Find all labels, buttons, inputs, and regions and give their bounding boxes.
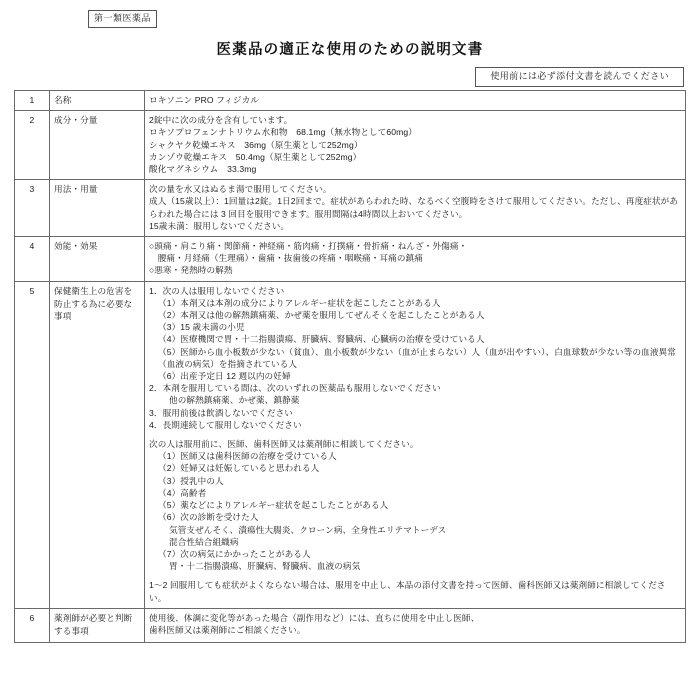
row-body — [145, 180, 686, 237]
body-block-18: （6）次の診断を受けた人 — [158, 512, 259, 523]
notice-box: 使用前には必ず添付文書を読んでください — [475, 67, 684, 87]
body-line: 歯科医師又は薬剤師にご相談ください。 — [149, 624, 306, 635]
body-line: ○悪寒・発熱時の解熱 — [149, 265, 233, 276]
body-block-9: 3．服用前後は飲酒しないでください — [149, 407, 293, 418]
body-block-3: （3）15 歳未満の小児 — [158, 322, 245, 333]
body-block-20: 混合性結合組織病 — [169, 536, 239, 547]
body-block-10: 4．長期連続して服用しないでください — [149, 419, 302, 430]
body-block-6: （6）出産予定日 12 週以内の妊婦 — [158, 371, 291, 382]
body-line: 酸化マグネシウム 33.3mg — [149, 164, 257, 175]
row-body — [145, 111, 686, 180]
body-block-14: （2）妊婦又は妊娠していると思われる人 — [158, 463, 320, 474]
body-line: 2錠中に次の成分を含有しています。 — [149, 115, 293, 126]
table-row — [15, 180, 686, 237]
row-label: 名称 — [50, 91, 145, 111]
row-body — [145, 281, 686, 608]
body-block-7: 2．本剤を服用している間は、次のいずれの医薬品も服用しないでください — [149, 383, 441, 394]
table-row — [15, 91, 686, 111]
row-label — [50, 281, 145, 608]
page-title: 医薬品の適正な使用のための説明文書 — [216, 42, 484, 58]
row-label — [50, 608, 145, 642]
body-line: シャクヤク乾燥エキス 36mg（原生薬として252mg） — [149, 139, 363, 150]
category-tag: 第一類医薬品 — [88, 10, 157, 28]
row-body — [145, 91, 686, 111]
table-row — [15, 608, 686, 642]
table-row — [15, 111, 686, 180]
row-body — [145, 237, 686, 282]
table-row — [15, 281, 686, 608]
row-label: 成分・分量 — [50, 111, 145, 180]
row-label: 用法・用量 — [50, 180, 145, 237]
row-number: 3 — [15, 180, 50, 237]
body-block-2: （2）本剤又は他の解熱鎮痛薬、かぜ薬を服用してぜんそくを起こしたことがある人 — [158, 310, 485, 321]
body-line: カンゾウ乾燥エキス 50.4mg（原生薬として252mg） — [149, 151, 362, 162]
body-line: 15歳未満：服用しないでください。 — [149, 220, 290, 231]
body-block-19: 気管支ぜんそく、潰瘍性大腸炎、クローン病、全身性エリテマトーデス — [169, 524, 447, 535]
row-label-text: 薬剤師が必要と判断する事項 — [54, 612, 133, 636]
body-block-4: （4）医療機関で胃・十二指腸潰瘍、肝臓病、腎臓病、心臓病の治療を受けている人 — [158, 334, 485, 345]
body-line: 使用後、体調に変化等があった場合（副作用など）には、直ちに使用を中止し医師、 — [149, 612, 480, 623]
row-label-text: 保健衛生上の危害を防止する為に必要な事項 — [54, 285, 133, 322]
information-table — [14, 90, 686, 643]
body-spacer — [149, 431, 681, 438]
row-body — [145, 608, 686, 642]
body-block-15: （3）授乳中の人 — [158, 475, 224, 486]
body-block-17: （5）薬などによりアレルギー症状を起こしたことがある人 — [158, 500, 389, 511]
body-block-16: （4）高齢者 — [158, 487, 207, 498]
body-line: ロキソプロフェンナトリウム水和物 68.1mg（無水物として60mg） — [149, 127, 417, 138]
row-label: 効能・効果 — [50, 237, 145, 282]
category-tag-row — [14, 8, 686, 28]
body-line: 腰痛・月経痛（生理痛）・歯痛・抜歯後の疼痛・咽喉痛・耳痛の鎮痛 — [149, 253, 423, 264]
body-line: 成人（15歳以上）：1回量は2錠。1日2回まで。症状があらわれた時、なるべく空腹時をさけて服用してください。ただし、再度症状があらわれた場合には 3 回目を服用できます。服用間隔は4時間以上おいてください。 — [149, 196, 679, 219]
notice-row — [14, 67, 686, 87]
body-block-12: 次の人は服用前に、医師、歯科医師又は薬剤師に相談してください。 — [149, 439, 419, 450]
row-number: 4 — [15, 237, 50, 282]
body-line: ロキソニン PRO フィジカル — [149, 95, 259, 105]
body-block-21: （7）次の病気にかかったことがある人 — [158, 548, 311, 559]
row-number: 5 — [15, 281, 50, 608]
body-block-13: （1）医師又は歯科医師の治療を受けている人 — [158, 451, 337, 462]
row-number: 2 — [15, 111, 50, 180]
body-block-0: 1．次の人は服用しないでください — [149, 285, 285, 296]
body-block-22: 胃・十二指腸潰瘍、肝臓病、腎臓病、血液の病気 — [169, 561, 361, 572]
table-row — [15, 237, 686, 282]
row-number: 6 — [15, 608, 50, 642]
body-block-5: （5）医師から血小板数が少ない（貧血）、血小板数が少ない（血が止まらない）人（血が出やすい）、白血球数が少ない等の血液異常（血液の病気）を指摘されている人 — [158, 346, 676, 369]
body-line: ○頭痛・肩こり痛・関節痛・神経痛・筋肉痛・打撲痛・骨折痛・ねんざ・外傷痛・ — [149, 241, 468, 252]
body-block-24: 1～2 回服用しても症状がよくならない場合は、服用を中止し、本品の添付文書を持って医師、歯科医師又は薬剤師に相談してください。 — [149, 580, 666, 603]
body-block-8: 他の解熱鎮痛薬、かぜ薬、鎮静薬 — [169, 395, 300, 406]
body-block-1: （1）本剤又は本剤の成分によりアレルギー症状を起こしたことがある人 — [158, 297, 441, 308]
body-line: 次の量を水又はぬるま湯で服用してください。 — [149, 184, 332, 195]
body-spacer — [149, 572, 681, 579]
row-number: 1 — [15, 91, 50, 111]
